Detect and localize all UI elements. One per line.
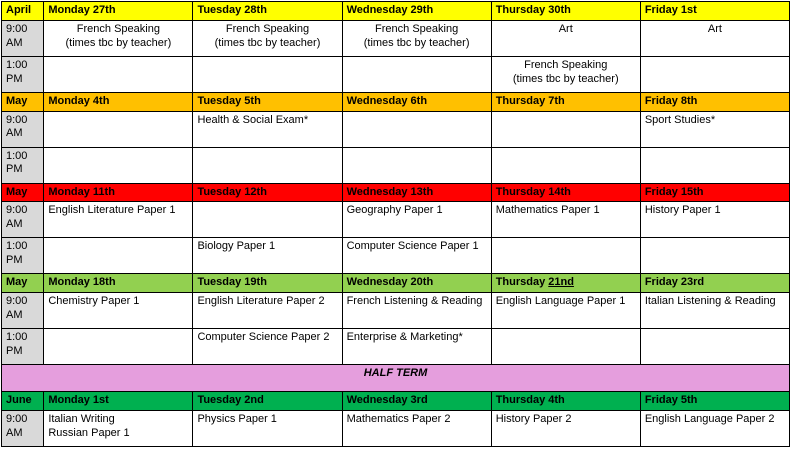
date-header: Wednesday 29th [342,2,491,21]
exam-cell [342,56,491,92]
exam-cell: English Literature Paper 2 [193,293,342,329]
exam-cell: French Speaking (times tbc by teacher) [491,56,640,92]
exam-row-morning [2,111,790,147]
exam-cell: Art [491,20,640,56]
exam-row-morning [2,410,790,446]
exam-cell: Italian Writing Russian Paper 1 [44,410,193,446]
exam-cell [193,56,342,92]
exam-cell: French Speaking (times tbc by teacher) [342,20,491,56]
month-label: May [2,183,44,202]
exam-cell: French Speaking (times tbc by teacher) [193,20,342,56]
exam-cell: Physics Paper 1 [193,410,342,446]
exam-cell: History Paper 1 [640,202,789,238]
exam-cell: Mathematics Paper 2 [342,410,491,446]
month-label: May [2,92,44,111]
exam-cell [491,111,640,147]
time-label-afternoon: 1:00 PM [2,147,44,183]
date-header: Tuesday 12th [193,183,342,202]
timetable-body [2,2,790,447]
date-header: Wednesday 3rd [342,392,491,411]
exam-row-afternoon [2,147,790,183]
date-header: Friday 23rd [640,274,789,293]
time-label-morning: 9:00 AM [2,410,44,446]
half-term-row [2,365,790,392]
date-header: Wednesday 6th [342,92,491,111]
exam-cell [342,111,491,147]
exam-cell [44,147,193,183]
date-header: Thursday 30th [491,2,640,21]
date-header: Tuesday 2nd [193,392,342,411]
exam-cell: French Speaking (times tbc by teacher) [44,20,193,56]
timetable-header-row [2,183,790,202]
exam-cell: Enterprise & Marketing* [342,329,491,365]
exam-row-morning [2,20,790,56]
date-header: Wednesday 13th [342,183,491,202]
time-label-afternoon: 1:00 PM [2,238,44,274]
date-header: Thursday 4th [491,392,640,411]
exam-cell [640,56,789,92]
exam-row-morning [2,293,790,329]
time-label-afternoon: 1:00 PM [2,329,44,365]
exam-cell: English Literature Paper 1 [44,202,193,238]
exam-cell: English Language Paper 2 [640,410,789,446]
exam-cell: Chemistry Paper 1 [44,293,193,329]
exam-cell [491,329,640,365]
exam-cell: Sport Studies* [640,111,789,147]
timetable-header-row [2,392,790,411]
date-header: Friday 1st [640,2,789,21]
time-label-morning: 9:00 AM [2,202,44,238]
time-label-morning: 9:00 AM [2,20,44,56]
date-header: Monday 11th [44,183,193,202]
timetable-table [1,1,790,447]
exam-cell: Mathematics Paper 1 [491,202,640,238]
exam-cell [640,329,789,365]
exam-cell [640,147,789,183]
time-label-morning: 9:00 AM [2,111,44,147]
exam-cell: English Language Paper 1 [491,293,640,329]
timetable-header-row [2,92,790,111]
exam-cell: Geography Paper 1 [342,202,491,238]
exam-cell [44,238,193,274]
exam-cell [44,56,193,92]
time-label-morning: 9:00 AM [2,293,44,329]
exam-row-afternoon [2,238,790,274]
exam-cell [44,329,193,365]
date-header: Monday 18th [44,274,193,293]
date-header: Monday 1st [44,392,193,411]
exam-row-morning [2,202,790,238]
exam-cell: History Paper 2 [491,410,640,446]
month-label: May [2,274,44,293]
exam-cell: Computer Science Paper 2 [193,329,342,365]
month-label: June [2,392,44,411]
timetable-header-row [2,2,790,21]
date-header: Tuesday 19th [193,274,342,293]
exam-row-afternoon [2,56,790,92]
exam-cell [491,238,640,274]
exam-cell [640,238,789,274]
date-header: Tuesday 28th [193,2,342,21]
exam-cell: Computer Science Paper 1 [342,238,491,274]
month-label: April [2,2,44,21]
exam-cell [342,147,491,183]
exam-cell: Italian Listening & Reading [640,293,789,329]
half-term-banner: HALF TERM [2,365,790,392]
time-label-afternoon: 1:00 PM [2,56,44,92]
exam-cell [491,147,640,183]
exam-cell [193,147,342,183]
exam-cell: French Listening & Reading [342,293,491,329]
date-header: Friday 8th [640,92,789,111]
exam-cell [44,111,193,147]
date-header: Wednesday 20th [342,274,491,293]
exam-row-afternoon [2,329,790,365]
date-header: Thursday 21nd [491,274,640,293]
exam-cell: Biology Paper 1 [193,238,342,274]
timetable-header-row [2,274,790,293]
date-header: Friday 15th [640,183,789,202]
date-header: Tuesday 5th [193,92,342,111]
date-header: Thursday 14th [491,183,640,202]
date-header: Monday 4th [44,92,193,111]
exam-cell: Art [640,20,789,56]
exam-cell [193,202,342,238]
date-header: Monday 27th [44,2,193,21]
date-header: Thursday 7th [491,92,640,111]
date-header: Friday 5th [640,392,789,411]
exam-cell: Health & Social Exam* [193,111,342,147]
